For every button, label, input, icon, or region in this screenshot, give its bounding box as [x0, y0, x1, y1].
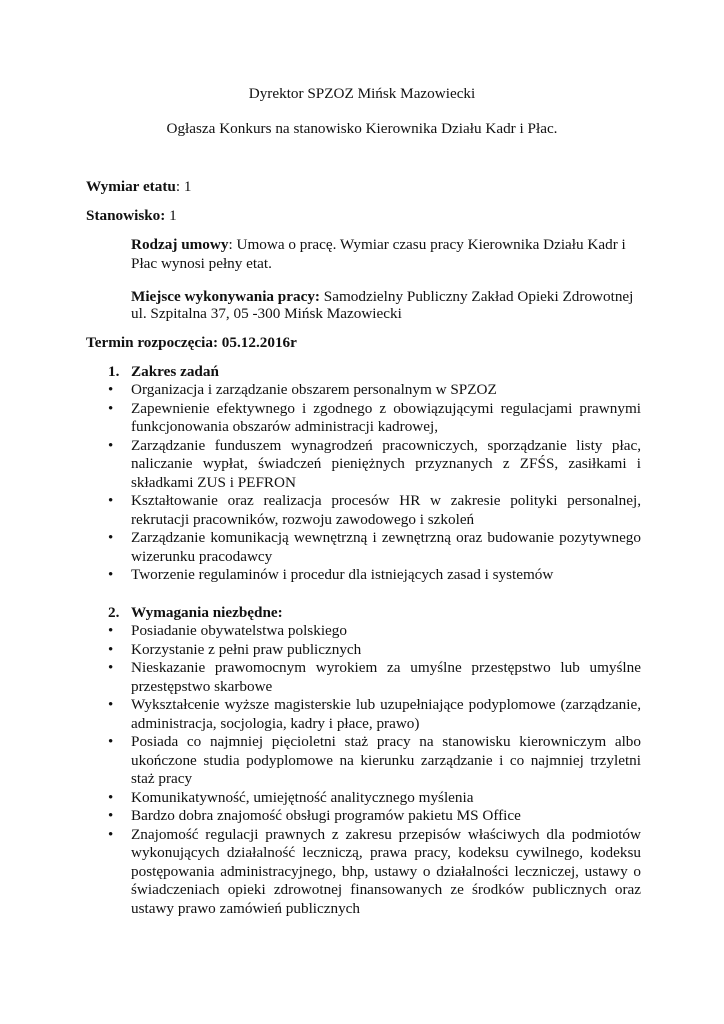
bullet-icon: • — [108, 400, 114, 417]
section-title: Wymagania niezbędne: — [131, 604, 283, 621]
bullet-icon: • — [108, 567, 114, 583]
field-value: : 1 — [175, 178, 192, 195]
section-2-heading — [108, 604, 608, 623]
list-item: • Zarządzanie komunikacją wewnętrzną i zewnętrzną oraz budowanie pozytywnego wizerunku pracodawcy — [108, 529, 641, 565]
field-label: Miejsce wykonywania pracy: — [131, 288, 320, 305]
list-item: • Zarządzanie funduszem wynagrodzeń pracowniczych, sporządzanie listy płac, naliczanie wypłat, świadczeń pieniężnych przyznanych z ZFŚS, zasiłkami i składkami ZUS i PEFRON — [108, 436, 641, 491]
field-value: : Umowa o pracę. Wymiar czasu pracy Kierownika Działu Kadr i Płac wynosi pełny etat. — [131, 236, 626, 272]
bullet-icon: • — [108, 826, 114, 843]
field-termin: Termin rozpoczęcia: 05.12.2016r — [86, 334, 297, 351]
bullet-icon: • — [108, 789, 114, 806]
field-miejsce-address: ul. Szpitalna 37, 05 -300 Mińsk Mazowiecki — [131, 305, 402, 322]
list-item: • Bardzo dobra znajomość obsługi programów pakietu MS Office — [108, 807, 521, 824]
field-wymiar-etatu — [86, 178, 191, 197]
field-label: Rodzaj umowy — [131, 236, 229, 253]
field-miejsce-pracy — [131, 288, 633, 307]
section-number: 2. — [108, 604, 120, 621]
field-value: 1 — [165, 207, 177, 224]
bullet-icon: • — [108, 808, 114, 824]
section-number: 1. — [108, 363, 120, 380]
field-stanowisko — [86, 207, 177, 226]
field-label: Wymiar etatu — [86, 178, 176, 195]
list-item: • Komunikatywność, umiejętność analitycznego myślenia — [108, 788, 474, 806]
bullet-icon: • — [108, 697, 114, 713]
list-item: • Znajomość regulacji prawnych z zakresu przepisów właściwych dla podmiotów wykonujących działalność leczniczą, prawa pracy, kodeksu cywilnego, kodeksu postępowania administracyjnego, bhp, ustawy o działalności leczniczej, ustawy o świadczeniach opieki zdrowotnej finansowanych ze środków publicznych oraz ustawy prawo zamówień publicznych — [108, 825, 641, 917]
field-label: Stanowisko: — [86, 207, 166, 224]
list-item: • Tworzenie regulaminów i procedur dla istniejących zasad i systemów — [108, 566, 554, 583]
bullet-icon: • — [108, 641, 114, 658]
section-1-heading — [108, 363, 608, 382]
bullet-icon: • — [108, 437, 114, 454]
bullet-icon: • — [108, 660, 114, 676]
document-subheading: Ogłasza Konkurs na stanowisko Kierownika Działu Kadr i Płac. — [166, 120, 558, 137]
list-item: • Nieskazanie prawomocnym wyrokiem za umyślne przestępstwo lub umyślne przestępstwo skarbowe — [108, 659, 641, 695]
section-title: Zakres zadań — [131, 363, 219, 380]
bullet-icon: • — [108, 493, 114, 509]
list-item: • Wykształcenie wyższe magisterskie lub uzupełniające podyplomowe (zarządzanie, administracja, socjologia, kadry i płace, prawo) — [108, 696, 641, 732]
list-item: • Zapewnienie efektywnego i zgodnego z obowiązującymi regulacjami prawnymi funkcjonowania obszarów administracji kadrowej, — [108, 399, 641, 435]
section-2-list — [0, 622, 724, 918]
list-item: • Organizacja i zarządzanie obszarem personalnym w SPZOZ — [108, 381, 497, 398]
bullet-icon: • — [108, 734, 114, 750]
list-item: • Posiadanie obywatelstwa polskiego — [108, 622, 347, 639]
bullet-icon: • — [108, 530, 114, 546]
list-item: • Posiada co najmniej pięcioletni staż pracy na stanowisku kierowniczym albo ukończone studia podyplomowe na kierunku zarządzanie i co najmniej trzyletni staż pracy — [108, 733, 641, 787]
bullet-icon: • — [108, 382, 114, 398]
field-value: Samodzielny Publiczny Zakład Opieki Zdrowotnej — [319, 288, 634, 305]
document-heading: Dyrektor SPZOZ Mińsk Mazowiecki — [248, 85, 476, 102]
list-item: • Kształtowanie oraz realizacja procesów HR w zakresie polityki personalnej, rekrutacji pracowników, rozwoju zawodowego i szkoleń — [108, 492, 641, 528]
list-item: • Korzystanie z pełni praw publicznych — [108, 640, 362, 658]
bullet-icon: • — [108, 623, 114, 639]
field-rodzaj-umowy — [131, 236, 641, 273]
section-1-list — [0, 381, 724, 585]
